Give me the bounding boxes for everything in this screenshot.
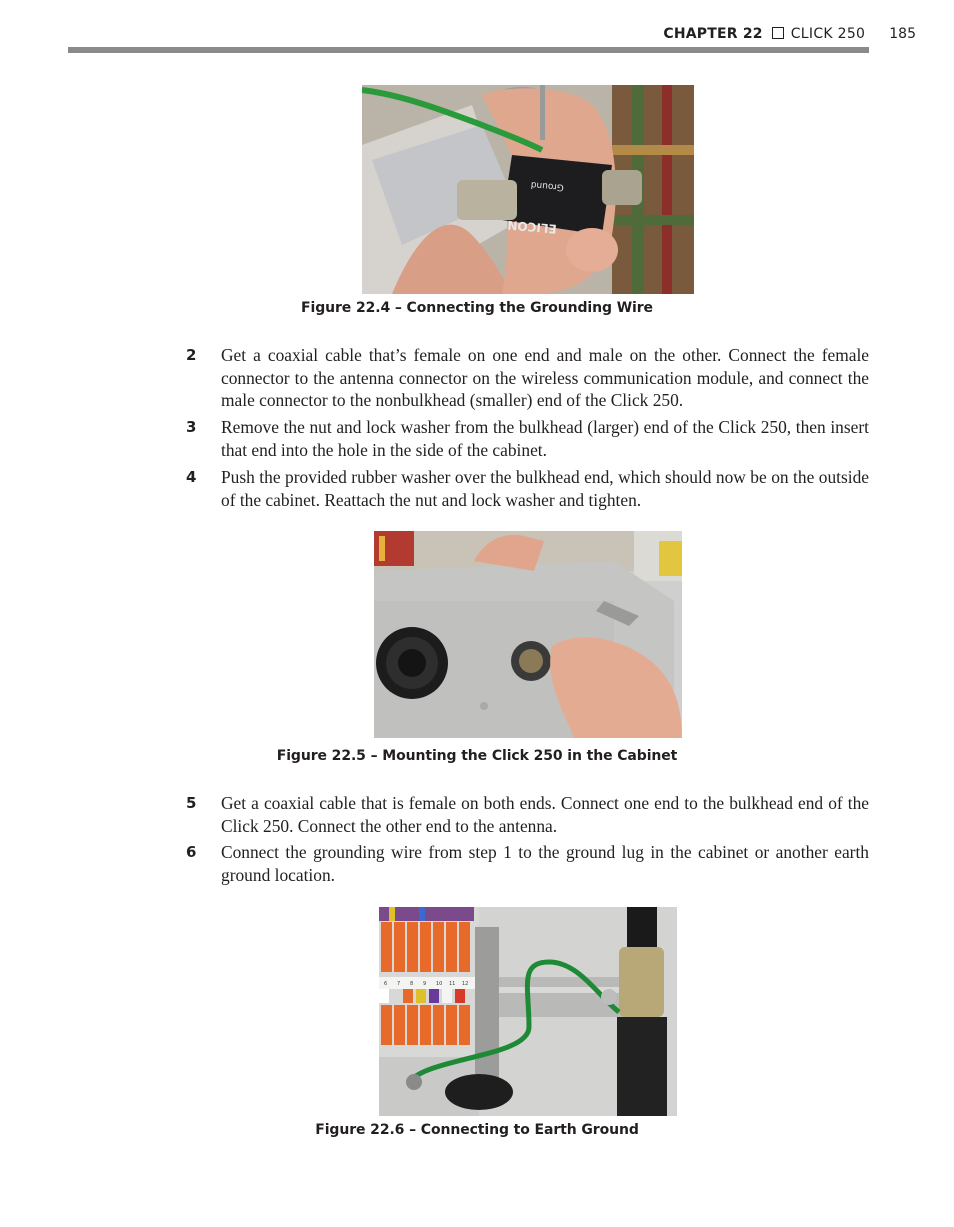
step-item (186, 792, 869, 837)
step-item (186, 466, 869, 511)
step-text: Get a coaxial cable that’s female on one end and male on the other. Connect the female connector to the antenna connector on the wireless communication module, and connect the male connector to the nonbulkhead (smaller) end of the Click 250. (221, 345, 869, 410)
figure-caption: Figure 22.5 – Mounting the Click 250 in the Cabinet (276, 748, 678, 764)
terminal-label: 12 (462, 981, 469, 987)
step-text: Get a coaxial cable that is female on both ends. Connect one end to the bulkhead end of the Click 250. Connect the other end to the antenna. (221, 793, 869, 836)
step-number: 3 (186, 418, 197, 436)
device-brand-label: ELICON (506, 217, 558, 236)
page-number: 185 (889, 26, 916, 42)
terminal-label: 9 (423, 981, 427, 987)
chapter-title: CLICK 250 (790, 26, 866, 42)
terminal-label: 8 (410, 981, 414, 987)
step-number: 4 (186, 468, 197, 486)
figure-caption: Figure 22.4 – Connecting the Grounding Wire (301, 300, 653, 316)
figure-caption: Figure 22.6 – Connecting to Earth Ground (315, 1122, 639, 1138)
step-number: 6 (186, 843, 197, 861)
terminal-label: 7 (397, 981, 401, 987)
running-header (68, 26, 916, 46)
terminal-label: 11 (449, 981, 456, 987)
step-text: Connect the grounding wire from step 1 to the ground lug in the cabinet or another earth ground location. (221, 842, 869, 885)
terminal-label: 6 (384, 981, 388, 987)
step-text: Remove the nut and lock washer from the bulkhead (larger) end of the Click 250, then insert that end into the hole in the side of the cabinet. (221, 417, 869, 460)
step-item (186, 416, 869, 461)
step-number: 5 (186, 794, 197, 812)
terminal-label: 10 (436, 981, 443, 987)
step-item (186, 344, 869, 412)
separator-box-icon (772, 27, 784, 39)
step-number: 2 (186, 346, 197, 364)
earth-ground-illustration (379, 907, 677, 1116)
chapter-label: CHAPTER 22 (663, 26, 763, 42)
header-rule (68, 47, 869, 53)
figure-earth-ground-photo (379, 907, 677, 1116)
device-ground-label: Ground (530, 179, 565, 192)
figure-grounding-wire-photo (362, 85, 694, 294)
step-item (186, 841, 869, 886)
step-text: Push the provided rubber washer over the bulkhead end, which should now be on the outside of the cabinet. Reattach the nut and lock washer and tighten. (221, 467, 869, 510)
grounding-wire-illustration (362, 85, 694, 294)
cabinet-mount-illustration (374, 531, 682, 738)
figure-cabinet-mount-photo (374, 531, 682, 738)
